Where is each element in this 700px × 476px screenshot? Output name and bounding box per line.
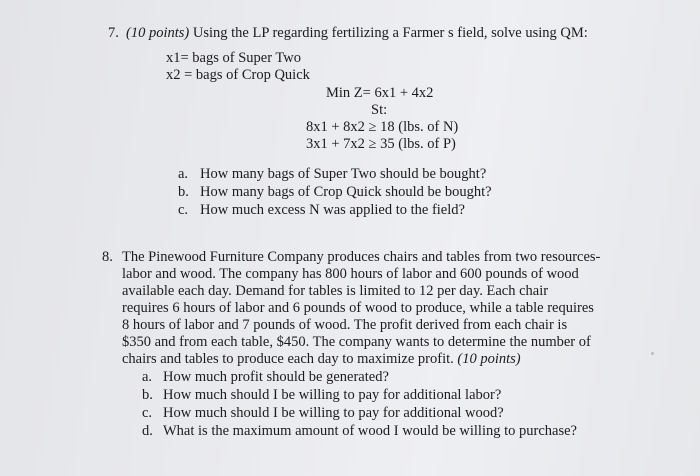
part-text: How many bags of Super Two should be bought? xyxy=(200,166,487,182)
part-text: How much should I be willing to pay for additional wood? xyxy=(163,405,504,421)
part-text: How much should I be willing to pay for additional labor? xyxy=(163,387,502,403)
question-8-line-last xyxy=(122,351,521,367)
subject-to-label: St: xyxy=(371,102,388,118)
part-text: What is the maximum amount of wood I would be willing to purchase? xyxy=(163,423,577,439)
part-label: c. xyxy=(178,202,189,218)
part-label: b. xyxy=(178,184,189,200)
constraint-phosphorus: 3x1 + 7x2 ≥ 35 (lbs. of P) xyxy=(306,136,456,152)
objective-function: Min Z= 6x1 + 4x2 xyxy=(326,85,434,101)
variable-x1-definition: x1= bags of Super Two xyxy=(166,50,301,66)
question-8-line: 8 hours of labor and 7 pounds of wood. The profit derived from each chair is xyxy=(122,317,568,333)
question-7-number: 7. xyxy=(108,25,119,41)
part-text: How much excess N was applied to the field? xyxy=(200,202,465,218)
question-8-points: (10 points) xyxy=(457,351,521,367)
part-label: a. xyxy=(142,369,153,385)
question-8-line: available each day. Demand for tables is limited to 12 per day. Each chair xyxy=(122,283,549,299)
question-8-number: 8. xyxy=(102,249,113,265)
part-label: d. xyxy=(142,423,153,439)
paper-speck xyxy=(651,352,654,355)
part-label: a. xyxy=(178,166,189,182)
question-8-line: requires 6 hours of labor and 6 pounds of wood to produce, while a table requires xyxy=(122,300,594,316)
part-text: How much profit should be generated? xyxy=(163,369,389,385)
question-7-points: (10 points) xyxy=(126,25,190,41)
question-8-line-text: chairs and tables to produce each day to maximize profit. xyxy=(122,351,454,367)
constraint-nitrogen: 8x1 + 8x2 ≥ 18 (lbs. of N) xyxy=(306,119,459,135)
part-label: c. xyxy=(142,405,153,421)
question-7-prompt-text: Using the LP regarding fertilizing a Farmer s field, solve using QM: xyxy=(192,25,588,41)
part-label: b. xyxy=(142,387,153,403)
variable-x2-definition: x2 = bags of Crop Quick xyxy=(166,67,310,83)
question-7-prompt xyxy=(126,25,588,41)
part-text: How many bags of Crop Quick should be bought? xyxy=(200,184,492,200)
question-8-line: labor and wood. The company has 800 hours of labor and 600 pounds of wood xyxy=(122,266,579,282)
question-8-line: The Pinewood Furniture Company produces chairs and tables from two resources- xyxy=(122,249,601,265)
question-8-line: $350 and from each table, $450. The company wants to determine the number of xyxy=(122,334,591,350)
